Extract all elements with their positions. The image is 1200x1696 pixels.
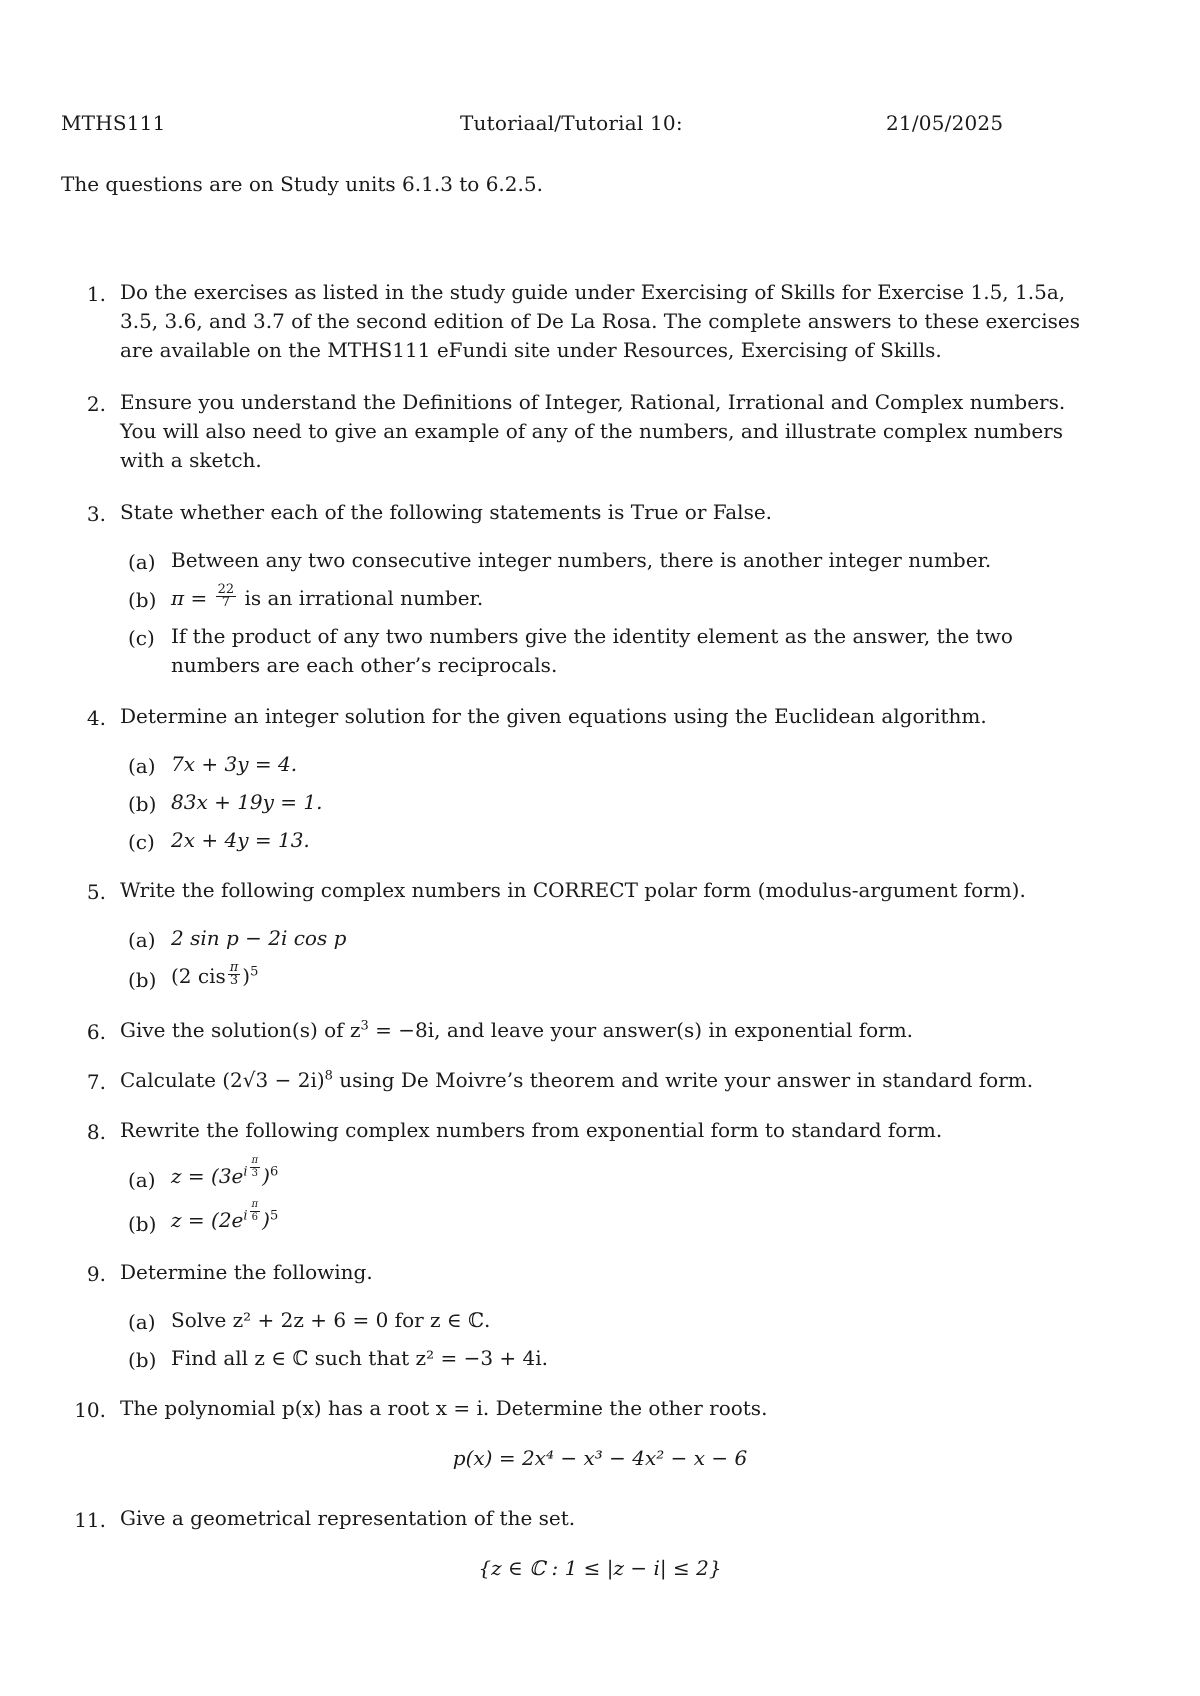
- question-number: 5.: [86, 880, 106, 904]
- question-number: 10.: [74, 1398, 106, 1422]
- display-equation: p(x) = 2x⁴ − x³ − 4x² − x − 6: [452, 1446, 748, 1470]
- fraction-numerator: 22: [217, 582, 235, 597]
- question-number: 7.: [86, 1070, 106, 1094]
- fraction-denominator: 3: [229, 973, 239, 988]
- question-text: State whether each of the following statements is True or False.: [120, 500, 773, 524]
- question-number: 11.: [74, 1508, 106, 1532]
- part-label: (b): [128, 792, 157, 816]
- question-text: Give a geometrical representation of the set.: [120, 1506, 576, 1530]
- question-number: 8.: [86, 1120, 106, 1144]
- formula-lhs: π =: [171, 586, 208, 610]
- exponent: 3: [360, 1018, 369, 1034]
- fraction-numerator: π: [229, 960, 239, 975]
- course-code: MTHS111: [61, 111, 166, 135]
- part-label: (b): [128, 1348, 157, 1372]
- intro-text: The questions are on Study units 6.1.3 to 6.2.5.: [61, 172, 543, 196]
- question-text-end: using De Moivre’s theorem and write your answer in standard form.: [332, 1068, 1034, 1092]
- part-label: (c): [128, 830, 155, 854]
- exponent-i: i: [243, 1164, 248, 1180]
- question-text: Do the exercises as listed in the study guide under Exercising of Skills for Exercise 1.5, 1.5a, 3.5, 3.6, and 3.7 of the second edition of De La Rosa. The complete answers to these exercises are available on the MTHS111 eFundi site under Resources, Exercising of Skills.: [120, 280, 1081, 362]
- fraction-denominator: 6: [251, 1212, 259, 1223]
- question-number: 2.: [86, 392, 106, 416]
- part-text: [171, 584, 1101, 613]
- question-text: Ensure you understand the Definitions of Integer, Rational, Irrational and Complex numbers. You will also need to give an example of any of the numbers, and illustrate complex numbers with a sketch.: [120, 390, 1066, 472]
- part-text: [171, 1199, 1101, 1235]
- formula-rhs: is an irrational number.: [244, 586, 484, 610]
- question-number: 4.: [86, 706, 106, 730]
- question-text: [120, 1016, 1100, 1045]
- part-text: 2x + 4y = 13.: [171, 828, 310, 852]
- question-number: 1.: [86, 282, 106, 306]
- formula-open: z = (3e: [171, 1164, 244, 1188]
- fraction: [228, 962, 241, 987]
- question-text: The polynomial p(x) has a root x = i. Determine the other roots.: [120, 1396, 768, 1420]
- question-text-start: Calculate (2√3 − 2i): [120, 1068, 325, 1092]
- question-text-start: Give the solution(s) of z: [120, 1018, 361, 1042]
- fraction-numerator: π: [251, 1155, 259, 1166]
- part-label: (b): [128, 1212, 157, 1236]
- fraction: [216, 584, 237, 609]
- formula-open: z = (2e: [171, 1208, 244, 1232]
- part-text: 2 sin p − 2i cos p: [171, 926, 347, 950]
- display-set: {z ∈ ℂ : 1 ≤ |z − i| ≤ 2}: [478, 1556, 722, 1580]
- formula-close: ): [242, 964, 251, 988]
- part-label: (b): [128, 588, 157, 612]
- fraction-denominator: 7: [221, 595, 231, 610]
- question-text: Determine an integer solution for the given equations using the Euclidean algorithm.: [120, 704, 987, 728]
- part-text: 83x + 19y = 1.: [171, 790, 323, 814]
- part-label: (a): [128, 1168, 156, 1192]
- part-label: (b): [128, 968, 157, 992]
- part-text: [171, 1155, 1101, 1191]
- exponent: 6: [269, 1164, 279, 1180]
- part-text: [171, 962, 1101, 991]
- question-number: 9.: [86, 1262, 106, 1286]
- part-label: (a): [128, 928, 156, 952]
- part-text: Find all z ∈ ℂ such that z² = −3 + 4i.: [171, 1346, 549, 1370]
- exponent-i: i: [243, 1208, 248, 1224]
- exponent-fraction: [250, 1199, 261, 1224]
- question-text: Determine the following.: [120, 1260, 373, 1284]
- part-text: 7x + 3y = 4.: [171, 752, 298, 776]
- formula-close: ): [262, 1164, 270, 1188]
- question-number: 3.: [86, 502, 106, 526]
- question-text: Rewrite the following complex numbers from exponential form to standard form.: [120, 1118, 943, 1142]
- part-label: (a): [128, 550, 156, 574]
- fraction-denominator: 3: [251, 1168, 259, 1179]
- question-text: Write the following complex numbers in CORRECT polar form (modulus-argument form).: [120, 878, 1026, 902]
- part-text: Solve z² + 2z + 6 = 0 for z ∈ ℂ.: [171, 1308, 491, 1332]
- exponent: 5: [269, 1208, 279, 1224]
- part-text: If the product of any two numbers give the identity element as the answer, the two numbers are each other’s reciprocals.: [171, 624, 1013, 677]
- part-text: Between any two consecutive integer numbers, there is another integer number.: [171, 548, 992, 572]
- question-text: [120, 1066, 1100, 1095]
- tutorial-date: 21/05/2025: [886, 111, 1004, 135]
- tutorial-title: Tutoriaal/Tutorial 10:: [460, 111, 683, 135]
- formula-open: (2 cis: [171, 964, 226, 988]
- exponent-fraction: [250, 1155, 261, 1180]
- part-label: (a): [128, 754, 156, 778]
- fraction-numerator: π: [251, 1199, 259, 1210]
- part-label: (a): [128, 1310, 156, 1334]
- question-text-end: = −8i, and leave your answer(s) in exponential form.: [368, 1018, 914, 1042]
- question-number: 6.: [86, 1020, 106, 1044]
- part-label: (c): [128, 626, 155, 650]
- exponent: 5: [250, 964, 259, 980]
- exponent: 8: [324, 1068, 333, 1084]
- formula-close: ): [262, 1208, 270, 1232]
